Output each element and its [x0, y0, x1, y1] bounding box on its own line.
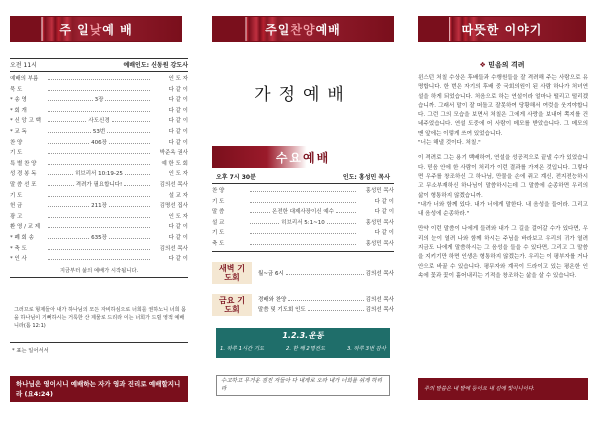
order-rows: [10, 71, 188, 265]
order-row-label: 기 도: [10, 192, 23, 199]
order-row-label: 말 씀 선 포: [10, 181, 37, 188]
wednesday-time: 오후 7시 30분: [216, 174, 256, 181]
invitation-note: 수고하고 무거운 짐진 자들아 다 내게로 오라 내가 너희를 쉬게 하리라: [216, 375, 390, 396]
story-title-bullet: ❖: [479, 61, 489, 69]
closing-line: 지금부터 삶의 예배가 시작됩니다.: [59, 267, 139, 274]
service-time: 오전 11시: [10, 62, 37, 69]
order-row-label: 헌 금: [10, 203, 23, 210]
order-row: [10, 95, 188, 106]
standing-footnote: * 표는 일어서서: [12, 348, 49, 354]
order-row-label: 기 도: [212, 198, 225, 205]
wednesday-service-header: [212, 146, 394, 168]
order-row-label: 기 도: [212, 230, 225, 236]
order-row: [10, 138, 188, 149]
sunday-service-header: [10, 16, 182, 42]
order-row-person: 다 같 이: [168, 224, 188, 231]
order-row-label: * 신 앙 고 백: [10, 118, 41, 125]
order-row-label: * 폐 회 송: [10, 234, 34, 241]
friday-line1-leader: 김의선 목사: [365, 297, 394, 303]
header-prefix: 주 일: [59, 22, 90, 37]
order-row-label: * 축 도: [10, 245, 27, 252]
wednesday-leader: 인도: 홍성민 목사: [342, 174, 390, 181]
order-row: [212, 239, 394, 250]
order-row: [10, 191, 188, 202]
story-quote-1: "너는 해낼 것이다. 처칠.": [418, 140, 481, 147]
movement-item-3: 3. 하루 3번 감사: [346, 346, 386, 352]
order-row-person: 김의선 목사: [159, 181, 188, 188]
order-row-person: 김의선 목사: [159, 245, 188, 252]
order-row-person: 박준옥 권사: [159, 150, 188, 157]
order-row: [10, 159, 188, 170]
order-row-person: 설 교 자: [168, 192, 188, 199]
order-row: [212, 228, 394, 239]
warm-story-column: [410, 0, 600, 424]
friday-line2-leader: 김의선 목사: [365, 307, 394, 313]
order-row: [10, 148, 188, 159]
order-row-label: * 회 개: [10, 107, 27, 114]
header-suffix: 예배: [315, 22, 341, 37]
friday-prayer-tag: 금요 기도회: [212, 294, 252, 316]
order-row: [212, 207, 394, 218]
order-row-person: 인 도 자: [168, 76, 188, 82]
order-row: [10, 233, 188, 244]
order-row-label: 축 도: [212, 240, 225, 247]
order-row-label: * 인 사: [10, 256, 27, 263]
order-row: [10, 244, 188, 255]
order-row-label: 묵 도: [10, 86, 23, 93]
order-row-label: 기 도: [10, 150, 23, 157]
order-row-label: 찬 양: [10, 139, 23, 146]
order-row-person: 다 같 이: [168, 97, 188, 104]
order-row-person: 다 같 이: [168, 234, 188, 241]
order-row-person: 김명선 집사: [159, 203, 188, 210]
sub-header-b: 예배: [303, 150, 331, 165]
order-row-person: 다 같 이: [374, 198, 394, 205]
sunday-praise-header: [212, 16, 394, 42]
service-leader: 예배인도: 신동원 강도사: [123, 62, 188, 69]
dawn-prayer-time: 월~금 6시: [258, 271, 284, 277]
order-row-person: 다 같 이: [168, 118, 189, 125]
lamp-verse-banner: 주의 말씀은 내 발에 등이요 내 길에 빛이니이다.: [418, 378, 588, 400]
order-row-person: 다 같 이: [168, 128, 188, 135]
order-row-label: 성 경 봉 독: [10, 171, 37, 178]
friday-line2: 말씀 및 기도회 인도: [258, 307, 306, 313]
header-highlight: 찬양: [290, 22, 316, 37]
order-row: [10, 254, 188, 265]
order-row-person: 다 같 이: [374, 209, 395, 215]
order-row-person: 홍성민 목사: [365, 188, 394, 194]
order-row-person: 다 같 이: [168, 86, 188, 93]
order-row: [10, 116, 188, 127]
order-row-label: 광 고: [10, 213, 23, 220]
order-row-label: * 송 영: [10, 97, 27, 104]
evening-service-column: [204, 0, 399, 424]
order-row-detail: 406장: [91, 139, 107, 146]
movement-box: [216, 328, 390, 358]
order-row: [212, 218, 394, 229]
story-body: [418, 74, 588, 281]
sub-header-a: 수요: [275, 150, 303, 165]
order-row-label: 예배의 부름: [10, 76, 39, 82]
order-row-label: 설 교: [212, 219, 225, 226]
order-row: [10, 201, 188, 212]
order-row-person: 다 같 이: [374, 230, 394, 236]
order-row: [212, 197, 394, 208]
warm-story-header: 따뜻한 이야기: [418, 16, 586, 42]
story-quote-2: "내가 너와 함께 있다. 내가 너에게 말한다. 내 음성을 들어라. 그리고 내 음성에 순종하라.": [418, 201, 588, 218]
order-row-person: 인 도 자: [168, 171, 188, 178]
order-row-detail: 히브리서 10:19-25: [75, 171, 123, 178]
order-row-detail: 3장: [94, 97, 104, 104]
order-row-detail: 635장: [91, 234, 107, 241]
family-worship-title: 가정예배: [254, 85, 352, 105]
order-row-label: 특 별 찬 양: [10, 160, 37, 167]
order-row-person: 다 같 이: [168, 256, 188, 263]
story-title: [418, 60, 586, 70]
movement-item-1: 1. 하루 1시간 기도: [220, 346, 265, 352]
order-row-label: 환 영 / 교 제: [10, 224, 41, 231]
order-row-label: * 교 독: [10, 128, 27, 135]
order-row: [10, 74, 188, 85]
dawn-prayer-leader: 김의선 목사: [365, 271, 394, 277]
order-row-detail: 사도신경: [88, 118, 110, 125]
order-list: [10, 58, 188, 278]
sunday-service-column: [0, 0, 192, 424]
order-row: [10, 127, 188, 138]
friday-line1: 경배와 찬양: [258, 297, 287, 303]
order-row: [10, 222, 188, 233]
story-paragraph-3: 만약 이런 말씀이 나에게 들려와 내가 그 길을 걸어갈 수가 있다면, 우리의 눈이 열려 나와 함께 하시는 주님을 바라보고 우리의 귀가 열려 지금도 나에게 말씀하시는 그 음성을 들을 수 있다면, 그리고 그 말씀을 지키기만 하면 인생은 형통하지 않겠는가. 우리는 이 평부자를 거나안으로 바꿀 수 있습니다. 평무자와 계곡이 드라이고 있는 평온한 인 속에 꽃과 꽃이 흩어내리는 기적을 창조하는 삶을 살 수 있습니다.: [418, 226, 588, 279]
order-row-detail: 211장: [91, 203, 107, 210]
story-paragraph-2: 이 격려로 그는 용기 백배하여, 연설을 성공적으로 끝낼 수가 있었습니다. 믿음 안에 한 사람이 처리가 이런 결과를 가져온 것입니다. 그렇다면 우주를 창조하신 그 하나님, 만물을 손에 쥐고 계신, 전지전능하시고 무소부재하신 하나님이 말씀하시는데 그 말씀에 순종하면 우리의 삶이 형통하지 않겠습니까.: [418, 155, 588, 199]
order-row-label: 말 씀: [212, 209, 225, 215]
header-highlight: 낮: [89, 22, 103, 37]
dawn-prayer-row: [212, 262, 394, 284]
order-row-person: 인 도 자: [168, 213, 188, 220]
movement-title: 1.2.3.운동: [282, 331, 324, 340]
order-row: [10, 212, 188, 223]
story-title-text: 믿음의 격려: [488, 61, 525, 69]
order-row-person: 홍성민 목사: [365, 240, 394, 247]
order-row-person: 예 한 도 회: [161, 160, 188, 167]
order-row-detail: 온전한 대제사장이신 예수: [272, 209, 334, 215]
order-row: [10, 169, 188, 180]
order-row: [10, 106, 188, 117]
wednesday-order: [212, 172, 394, 252]
order-row-detail: 53번: [92, 128, 106, 135]
order-row-person: 다 같 이: [168, 107, 188, 114]
order-row-label: 찬 양: [212, 188, 225, 194]
dawn-prayer-tag: 새벽 기도회: [212, 262, 252, 284]
movement-item-2: 2. 한 해 2명전도: [286, 346, 326, 352]
order-row: [10, 85, 188, 96]
order-row-person: 홍성민 목사: [365, 219, 394, 226]
friday-prayer-row: [212, 294, 394, 316]
scripture-quote: 그러므로 형제들아 내가 하나님의 모든 자비하심으로 너희를 권하노니 너희 몸을 하나님이 기뻐하시는 거룩한 산 제물로 드리라 이는 너희가 드릴 영적 예배니라(롬 12:1): [14, 307, 187, 330]
header-prefix: 주일: [265, 22, 291, 37]
order-row-detail: 히브리서 5:1~10: [281, 219, 325, 226]
story-paragraph-1: 윈스턴 처칠 수상은 후배들과 수행원들을 잘 격려해 주는 사람으로 유명합니다. 한 번은 자기의 후배 중 국회의원이 된 사람 하나가 처녀연설을 하게 되었습니다. 처음으로 하는 연설이라 얼마나 떨리고 떨리겠습니까. 그래서 말이 잘 떠돌고 잘못하여 당황해서 여럿을 웃겨야합니다. 그런 그의 모습을 보면서 처칠은 그에게 사랑을 보내어 쪽지를 건네주었습니다. 연설 도중에 어 사람이 메모를 받았습니다. 그 메모의 맨 앞에는 이렇게 쓰여 있었습니다.: [418, 75, 588, 137]
order-row: [10, 180, 188, 191]
wednesday-rows: [212, 184, 394, 249]
worship-verse-banner: 하나님은 영이시니 예배하는 자가 영과 진리로 예배할지니라 (요4:24): [10, 376, 188, 402]
order-row: [212, 186, 394, 197]
order-row-detail: 격려가 필요합니다!: [75, 181, 123, 188]
order-row-person: 다 같 이: [168, 139, 188, 146]
header-suffix: 예 배: [102, 22, 133, 37]
